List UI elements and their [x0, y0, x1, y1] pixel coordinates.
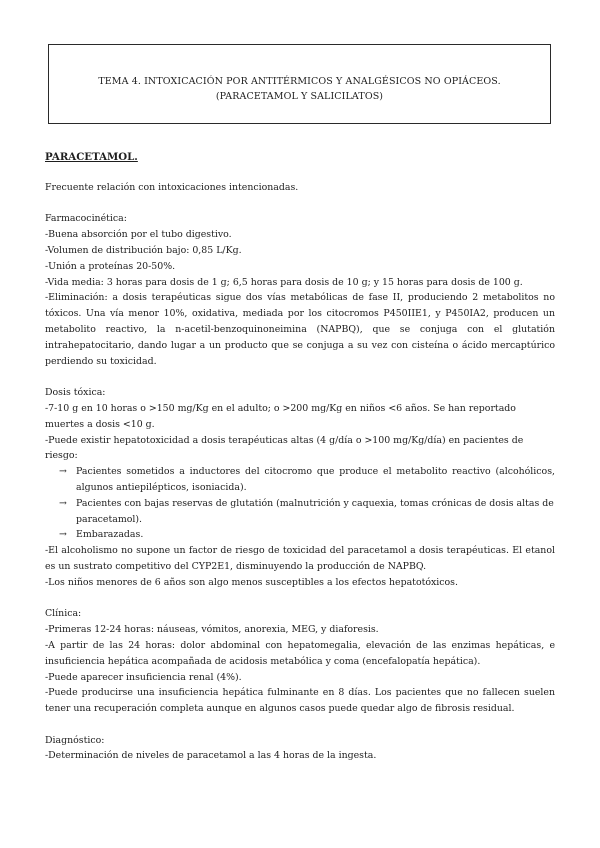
clinica-line: -A partir de las 24 horas: dolor abdominal con hepatomegalia, elevación de las enzimas hepáticas, e insuficiencia hepática acompañada de acidosis metabólica y coma (encefalopatía hepática). [45, 639, 555, 667]
title-line-1: TEMA 4. INTOXICACIÓN POR ANTITÉRMICOS Y ANALGÉSICOS NO OPIÁCEOS. [98, 76, 501, 87]
section-heading: PARACETAMOL. [45, 151, 138, 163]
clinica-line: -Puede producirse una insuficiencia hepática fulminante en 8 días. Los pacientes que no fallecen suelen tener una recuperación completa aunque en algunos casos puede quedar algo de fibrosis residual. [45, 687, 555, 715]
arrow-icon: → [59, 497, 67, 509]
farmacocinetica-line: -Volumen de distribución bajo: 0,85 L/Kg. [45, 244, 242, 256]
list-item-text: Embarazadas. [76, 529, 144, 541]
diagnostico-line: -Determinación de niveles de paracetamol a las 4 horas de la ingesta. [45, 750, 377, 762]
list-item [45, 527, 555, 543]
title-box [48, 44, 551, 124]
list-item-text: Pacientes sometidos a inductores del citocromo que produce el metabolito reactivo (alcohólicos, algunos antiepilépticos, isoniacida). [76, 466, 555, 493]
dosis-line: -Los niños menores de 6 años son algo menos susceptibles a los efectos hepatotóxicos. [45, 576, 458, 588]
document-body [45, 150, 555, 764]
list-item-text: Pacientes con bajas reservas de glutatión (malnutrición y caquexia, tomas crónicas de dosis altas de paracetamol). [76, 497, 554, 525]
farmacocinetica-line: -Buena absorción por el tubo digestivo. [45, 229, 232, 241]
intro-paragraph: Frecuente relación con intoxicaciones intencionadas. [45, 181, 299, 193]
dosis-heading: Dosis tóxica: [45, 387, 106, 399]
clinica-line: -Primeras 12-24 horas: náuseas, vómitos, anorexia, MEG, y diaforesis. [45, 624, 379, 636]
list-item [45, 464, 555, 496]
arrow-icon: → [59, 529, 67, 541]
farmacocinetica-line: -Unión a proteínas 20-50%. [45, 260, 176, 272]
diagnostico-heading: Diagnóstico: [45, 734, 105, 746]
dosis-line: -7-10 g en 10 horas o >150 mg/Kg en el adulto; o >200 mg/Kg en niños <6 años. Se han reportado muertes a dosis <10 g. [45, 402, 516, 430]
clinica-line: -Puede aparecer insuficiencia renal (4%). [45, 671, 242, 683]
list-item [45, 496, 555, 528]
clinica-heading: Clínica: [45, 608, 82, 620]
farmacocinetica-heading: Farmacocinética: [45, 213, 127, 225]
dosis-line: -Puede existir hepatotoxicidad a dosis terapéuticas altas (4 g/día o >100 mg/Kg/día) en pacientes de riesgo: [45, 434, 524, 462]
farmacocinetica-line: -Eliminación: a dosis terapéuticas sigue dos vías metabólicas de fase II, produciendo 2 metabolitos no tóxicos. Una vía menor 10%, oxidativa, mediada por los citocromos P450IIE1, y P450IA2, producen un metabolito reactivo, la n-acetil-benzoquinoneimina (NAPBQ), que se conjuga con el glutatión intrahepatocitario, dando lugar a un producto que se conjuga a su vez con cisteína o ácido mercaptúrico perdiendo su toxicidad. [45, 292, 555, 367]
arrow-icon: → [59, 466, 67, 478]
farmacocinetica-line: -Vida media: 3 horas para dosis de 1 g; 6,5 horas para dosis de 10 g; y 15 horas para dosis de 100 g. [45, 276, 523, 288]
dosis-line: -El alcoholismo no supone un factor de riesgo de toxicidad del paracetamol a dosis terapéuticas. El etanol es un sustrato competitivo del CYP2E1, disminuyendo la producción de NAPBQ. [45, 545, 555, 572]
title-line-2: (PARACETAMOL Y SALICILATOS) [215, 91, 384, 102]
